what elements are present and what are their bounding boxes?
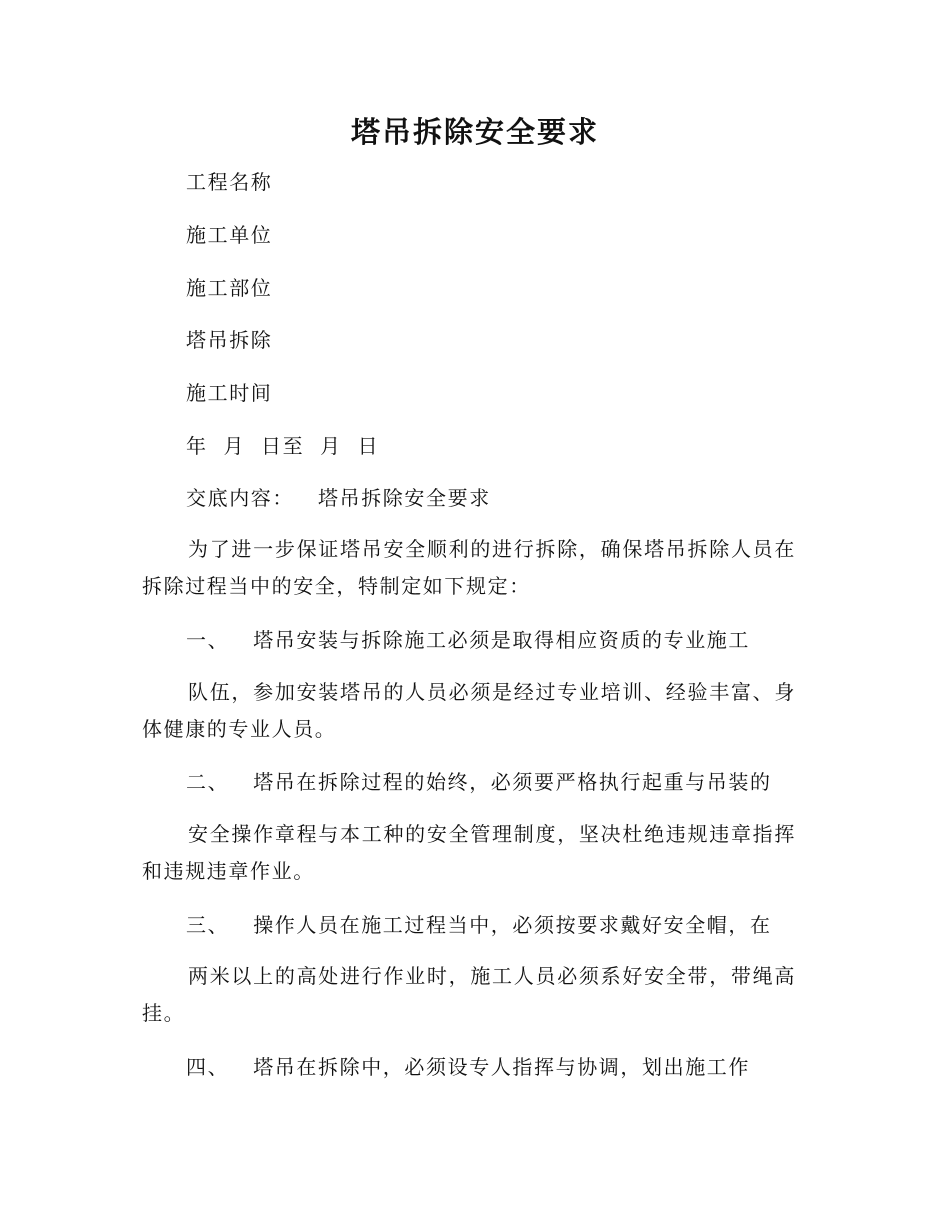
field-construction-time: 施工时间	[186, 381, 273, 405]
clause-1-body: 队伍，参加安装塔吊的人员必须是经过专业培训、经验丰富、身体健康的专业人员。	[142, 680, 796, 741]
clause-3-head-text: 操作人员在施工过程当中，必须按要求戴好安全帽，在	[253, 913, 772, 937]
intro-paragraph: 为了进一步保证塔吊安全顺利的进行拆除，确保塔吊拆除人员在拆除过程当中的安全，特制定如下规定：	[142, 537, 796, 598]
field-construction-unit: 施工单位	[186, 223, 273, 247]
clause-2-head-text: 塔吊在拆除过程的始终，必须要严格执行起重与吊装的	[253, 770, 772, 794]
clause-2-head	[186, 769, 772, 795]
field-dismantle: 塔吊拆除	[186, 328, 273, 352]
clause-3-number: 三、	[186, 913, 230, 937]
field-construction-part: 施工部位	[186, 276, 273, 300]
clause-4-head-text: 塔吊在拆除中，必须设专人指挥与协调，划出施工作	[253, 1055, 751, 1079]
clause-2-body: 安全操作章程与本工种的安全管理制度，坚决杜绝违规违章指挥和违规违章作业。	[142, 822, 796, 883]
disclosure-label: 交底内容：	[186, 486, 294, 510]
clause-4-head	[186, 1054, 750, 1080]
clause-4-number: 四、	[186, 1055, 230, 1079]
clause-1-head-text: 塔吊安装与拆除施工必须是取得相应资质的专业施工	[253, 628, 751, 652]
field-date-range: 年 月 日至 月 日	[186, 434, 380, 458]
field-project-name: 工程名称	[186, 170, 273, 194]
document-title: 塔吊拆除安全要求	[350, 115, 599, 149]
clause-3-body: 两米以上的高处进行作业时，施工人员必须系好安全带，带绳高挂。	[142, 964, 796, 1025]
clause-1-number: 一、	[186, 628, 230, 652]
clause-2-number: 二、	[186, 770, 230, 794]
field-disclosure	[186, 485, 491, 511]
disclosure-value: 塔吊拆除安全要求	[318, 486, 491, 510]
clause-3-head	[186, 912, 772, 938]
clause-1-head	[186, 627, 750, 653]
